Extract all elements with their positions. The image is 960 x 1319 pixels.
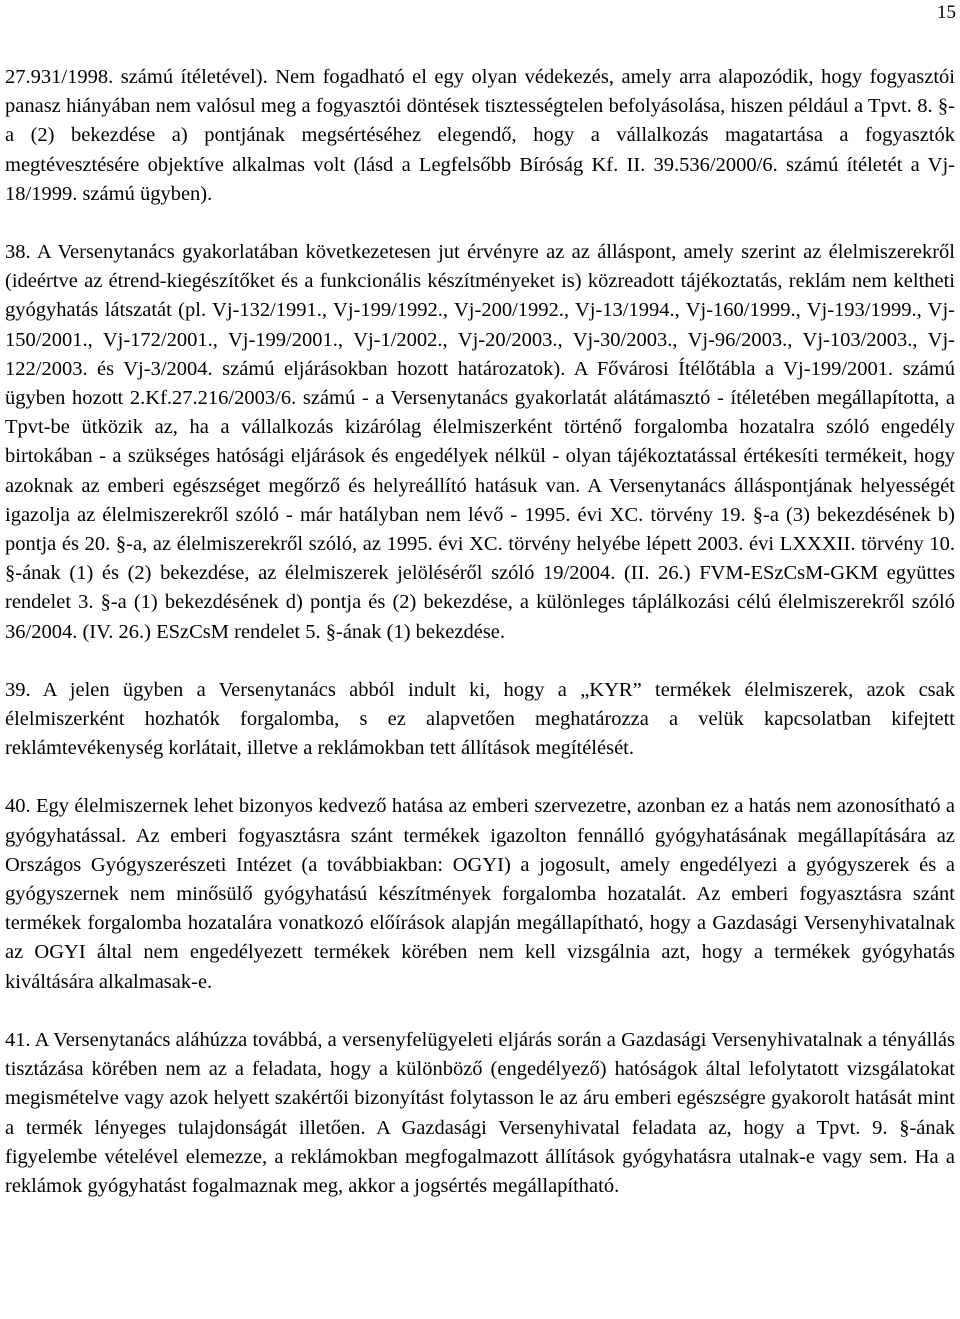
document-body	[5, 63, 955, 1201]
paragraph-40: 40. Egy élelmiszernek lehet bizonyos kedvező hatása az emberi szervezetre, azonban ez a hatás nem azonosítható a gyógyhatással. Az emberi fogyasztásra szánt termékek igazolton fennálló gyógyhatásának megállapítására az Országos Gyógyszerészeti Intézet (a továbbiakban: OGYI) a jogosult, amely engedélyezi a gyógyszerek és a gyógyszernek nem minősülő gyógyhatású készítmények forgalomba hozatalát. Az emberi fogyasztásra szánt termékek forgalomba hozatalára vonatkozó előírások alapján megállapítható, hogy a Gazdasági Versenyhivatalnak az OGYI által nem engedélyezett termékek körében nem kell vizsgálnia azt, hogy a termékek gyógyhatás kiváltására alkalmasak-e.	[5, 795, 955, 993]
paragraph-gap	[5, 209, 955, 238]
paragraph-41: 41. A Versenytanács aláhúzza továbbá, a versenyfelügyeleti eljárás során a Gazdasági Versenyhivatalnak a tényállás tisztázása körében nem az a feladata, hogy a különböző (engedélyező) hatóságok által lefolytatott vizsgálatokat megismételve vagy azok helyett szakértői bizonyítást folytasson le az áru emberi egészségre gyakorolt hatását mint a termék lényeges tulajdonságát illetően. A Gazdasági Versenyhivatal feladata az, hogy a Tpvt. 9. §-ának figyelembe vételével elemezze, a reklámokban megfogalmazott állítások gyógyhatásra utalnak-e vagy sem. Ha a reklámok gyógyhatást fogalmaznak meg, akkor a jogsértés megállapítható.	[5, 1028, 955, 1197]
paragraph-gap	[5, 997, 955, 1026]
paragraph-continuation: 27.931/1998. számú ítéletével). Nem fogadható el egy olyan védekezés, amely arra alapozódik, hogy fogyasztói panasz hiányában nem valósul meg a fogyasztói döntések tisztességtelen befolyásolása, hiszen például a Tpvt. 8. §-a (2) bekezdése a) pontjának megsértéséhez elegendő, hogy a vállalkozás magatartása a fogyasztók megtévesztésére objektíve alkalmas volt (lásd a Legfelsőbb Bíróság Kf. II. 39.536/2000/6. számú ítéletét a Vj-18/1999. számú ügyben).	[5, 66, 955, 205]
paragraph-gap	[5, 647, 955, 676]
paragraph-gap	[5, 763, 955, 792]
paragraph-38: 38. A Versenytanács gyakorlatában következetesen jut érvényre az az álláspont, amely szerint az élelmiszerekről (ideértve az étrend-kiegészítőket és a funkcionális készítményeket is) közreadott tájékoztatás, reklám nem keltheti gyógyhatás látszatát (pl. Vj-132/1991., Vj-199/1992., Vj-200/1992., Vj-13/1994., Vj-160/1999., Vj-193/1999., Vj-150/2001., Vj-172/2001., Vj-199/2001., Vj-1/2002., Vj-20/2003., Vj-30/2003., Vj-96/2003., Vj-103/2003., Vj-122/2003. és Vj-3/2004. számú eljárásokban hozott határozatok). A Fővárosi Ítélőtábla a Vj-199/2001. számú ügyben hozott 2.Kf.27.216/2003/6. számú - a Versenytanács gyakorlatát alátámasztó - ítéletében megállapította, a Tpvt-be ütközik az, ha a vállalkozás kizárólag élelmiszerként történő forgalomba hozatalra szóló engedély birtokában - a szükséges hatósági eljárások és engedélyek nélkül - olyan tájékoztatással értékesíti termékeit, hogy azoknak az emberi egészséget megőrző és helyreállító hatásuk van. A Versenytanács álláspontjának helyességét igazolja az élelmiszerekről szóló - már hatályban nem lévő - 1995. évi XC. törvény 19. §-a (3) bekezdésének b) pontja és 20. §-a, az élelmiszerekről szóló, az 1995. évi XC. törvény helyébe lépett 2003. évi LXXXII. törvény 10. §-ának (1) és (2) bekezdése, az élelmiszerek jelöléséről szóló 19/2004. (II. 26.) FVM-ESzCsM-GKM együttes rendelet 3. §-a (1) bekezdésének d) pontja és (2) bekezdése, a különleges táplálkozási célú élelmiszerekről szóló 36/2004. (IV. 26.) ESzCsM rendelet 5. §-ának (1) bekezdése.	[5, 241, 955, 643]
page-number: 15	[937, 2, 956, 23]
paragraph-39: 39. A jelen ügyben a Versenytanács abból indult ki, hogy a „KYR” termékek élelmiszerek, azok csak élelmiszerként hozhatók forgalomba, s ez alapvetően meghatározza a velük kapcsolatban kifejtett reklámtevékenység korlátait, illetve a reklámokban tett állítások megítélését.	[5, 678, 955, 760]
